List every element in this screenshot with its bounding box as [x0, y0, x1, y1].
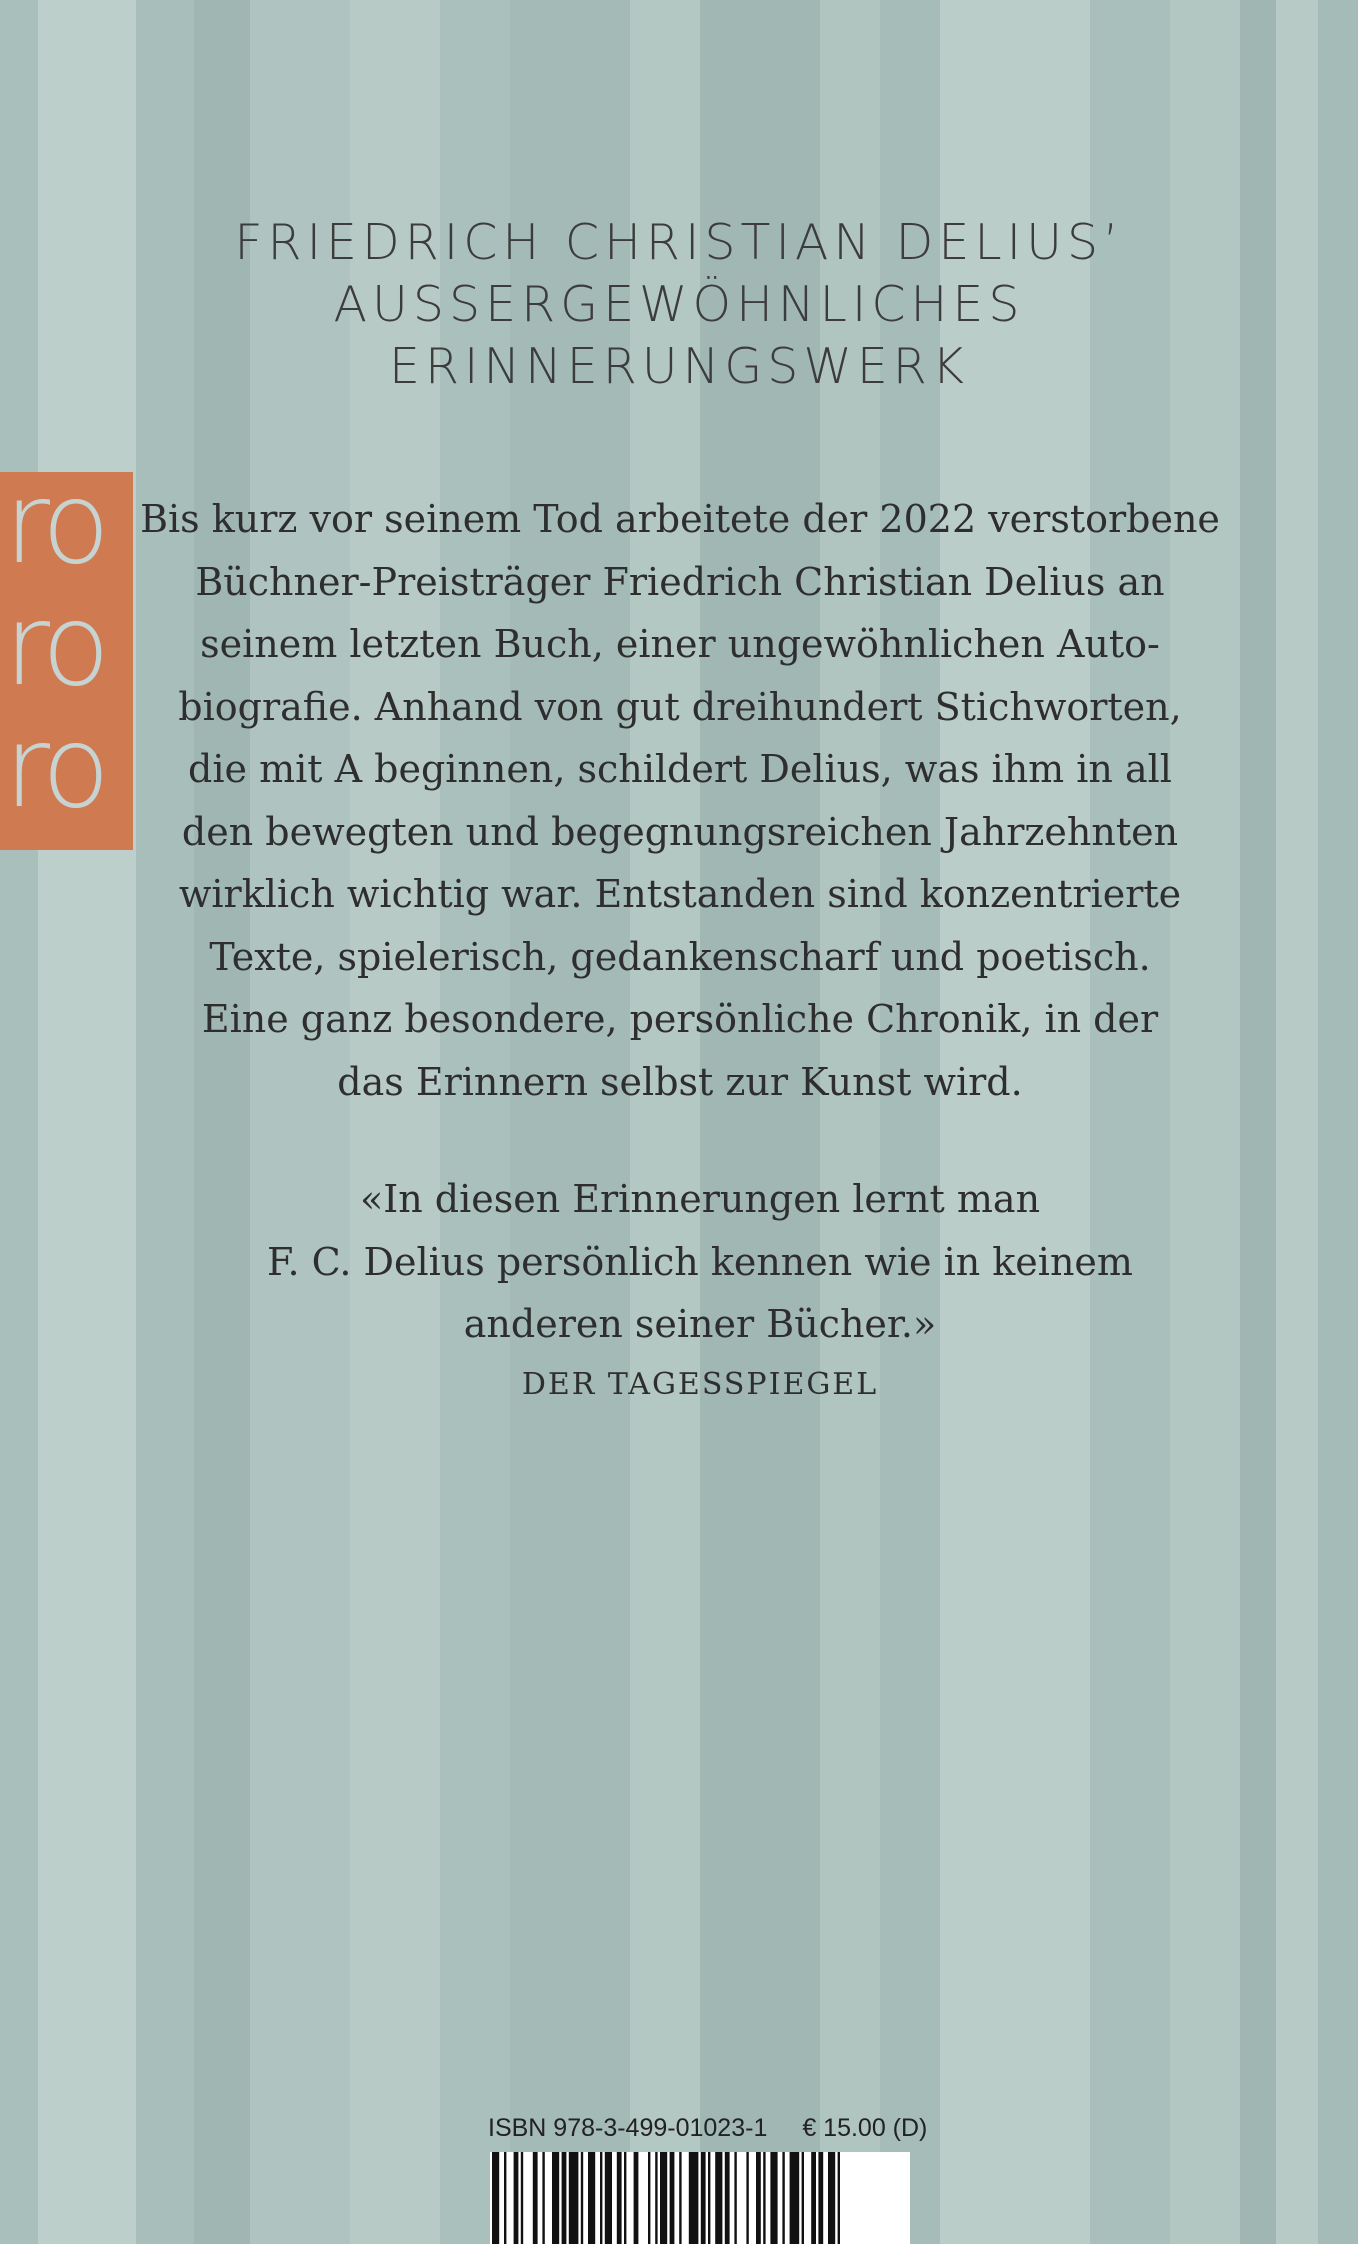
barcode-bar — [542, 2152, 544, 2244]
isbn-price-row — [488, 2114, 928, 2143]
barcode-bar — [514, 2152, 519, 2244]
barcode-bar — [552, 2152, 559, 2244]
barcode-bar — [734, 2152, 736, 2244]
barcode-bar — [770, 2152, 777, 2244]
logo-text: ro — [4, 472, 105, 589]
barcode-bar — [634, 2152, 639, 2244]
barcode-bar — [708, 2152, 710, 2244]
barcode-bar — [521, 2152, 523, 2244]
headline — [0, 212, 1358, 398]
blurb-line: seinem letzten Buch, einer ungewöhnlichen Auto- — [200, 622, 1160, 666]
logo-text: ro — [4, 703, 105, 833]
barcode-bar — [562, 2152, 567, 2244]
quote-line: anderen seiner Bücher.» — [463, 1302, 937, 1346]
barcode-bar — [790, 2152, 800, 2244]
blurb-line: das Erinnern selbst zur Kunst wird. — [337, 1059, 1023, 1104]
barcode-bar — [624, 2152, 626, 2244]
logo-text: ro — [4, 581, 105, 711]
isbn-number: ISBN 978-3-499-01023-1 — [488, 2114, 768, 2142]
barcode-bar — [701, 2152, 706, 2244]
headline-line: FRIEDRICH CHRISTIAN DELIUS’ — [234, 214, 1124, 271]
barcode-bar — [648, 2152, 650, 2244]
barcode-bar — [504, 2152, 506, 2244]
blurb-line: die mit A beginnen, schildert Delius, was ihm in all — [188, 747, 1172, 791]
headline-line: AUSSERGEWÖHNLICHES — [333, 276, 1025, 333]
barcode-bar — [670, 2152, 675, 2244]
blurb-line: Eine ganz besondere, persönliche Chronik, in der — [201, 997, 1159, 1041]
barcode-bar — [756, 2152, 761, 2244]
barcode-bar — [617, 2152, 622, 2244]
barcode-bar — [569, 2152, 579, 2244]
barcode-bar — [828, 2152, 835, 2244]
barcode-bar — [838, 2152, 840, 2244]
barcode — [490, 2152, 910, 2244]
barcode-bar — [605, 2152, 612, 2244]
quote-source: DER TAGESSPIEGEL — [521, 1366, 879, 1402]
barcode-bar — [533, 2152, 538, 2244]
barcode-bar — [679, 2152, 681, 2244]
blurb-line: Bis kurz vor seinem Tod arbeitete der 2022 verstorbene — [140, 497, 1220, 541]
headline-line: ERINNERUNGSWERK — [389, 338, 969, 395]
barcode-graphic — [490, 2152, 910, 2244]
blurb-line: biografie. Anhand von gut dreihundert Stichworten, — [178, 684, 1182, 729]
barcode-bar — [655, 2152, 657, 2244]
blurb-text — [0, 488, 1358, 1113]
barcode-bar — [811, 2152, 816, 2244]
barcode-bar — [782, 2152, 784, 2244]
barcode-bar — [660, 2152, 667, 2244]
blurb-line: den bewegten und begegnungsreichen Jahrzehnten — [181, 809, 1179, 854]
press-quote — [0, 1168, 1358, 1416]
blurb-line: Büchner-Preisträger Friedrich Christian Delius an — [195, 559, 1165, 604]
barcode-bar — [715, 2152, 722, 2244]
barcode-bar — [818, 2152, 823, 2244]
price: € 15.00 (D) — [802, 2114, 928, 2142]
blurb-line: wirklich wichtig war. Entstanden sind konzentrierte — [178, 872, 1182, 916]
barcode-bar — [763, 2152, 765, 2244]
barcode-bar — [492, 2152, 499, 2244]
barcode-bar — [588, 2152, 595, 2244]
blurb-line: Texte, spielerisch, gedankenscharf und poetisch. — [209, 934, 1151, 979]
quote-line: F. C. Delius persönlich kennen wie in keinem — [267, 1239, 1133, 1284]
barcode-bar — [581, 2152, 583, 2244]
quote-line: «In diesen Erinnerungen lernt man — [359, 1177, 1041, 1221]
barcode-bar — [802, 2152, 804, 2244]
barcode-bar — [600, 2152, 602, 2244]
barcode-bar — [725, 2152, 730, 2244]
barcode-bar — [689, 2152, 699, 2244]
barcode-bar — [746, 2152, 748, 2244]
